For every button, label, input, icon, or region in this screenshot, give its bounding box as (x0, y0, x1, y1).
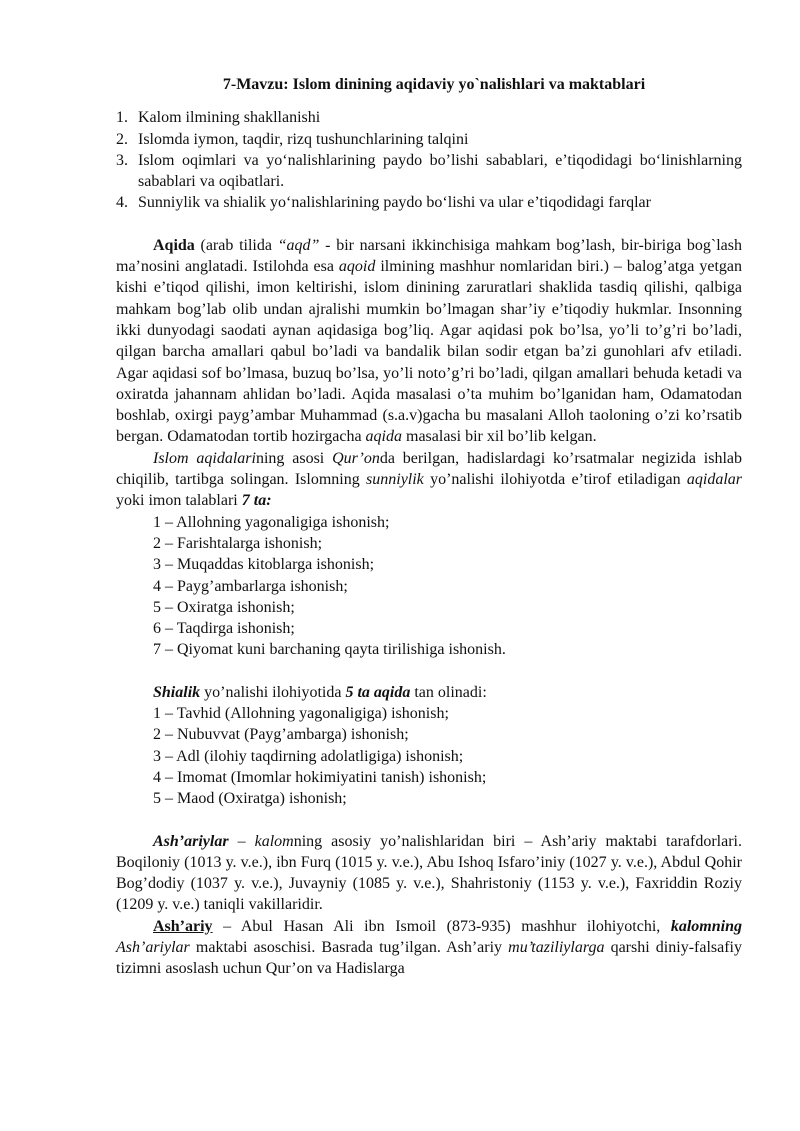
aqoid-term: aqoid (338, 258, 376, 276)
shialik-intro (116, 682, 742, 703)
topic-number: 4. (116, 194, 128, 212)
text-run: masalasi bir xil bo’lib kelgan. (402, 428, 597, 446)
topic-number: 3. (116, 151, 128, 169)
text-run: ning asosi (255, 449, 333, 467)
topic-number: 1. (116, 109, 128, 127)
list-item: 5 – Oxiratga ishonish; (153, 598, 295, 616)
islom-aqidalari-paragraph (116, 448, 742, 512)
text-run: – Abul Hasan Ali ibn Ismoil (873-935) mashhur ilohiyotchi, (212, 917, 671, 935)
list-item: 2 – Farishtalarga ishonish; (153, 534, 323, 552)
topic-text: Islom oqimlari va yo‘nalishlarining paydo bo’lishi sabablari, e’tiqodidagi bo‘linishlarning sabablari va oqibatlari. (138, 151, 742, 191)
topic-item (116, 129, 742, 150)
spacer (116, 661, 742, 682)
aqd-quote: “aqd” (277, 236, 320, 254)
list-item: 2 – Nubuvvat (Payg’ambarga) ishonish; (153, 726, 409, 744)
sunni-list (116, 512, 742, 661)
quron-term: Qur’on (332, 449, 380, 467)
text-run: yo’nalishi ilohiyotida (200, 683, 346, 701)
list-item: 1 – Allohning yagonaligiga ishonish; (153, 513, 390, 531)
aqida-paragraph (116, 235, 742, 448)
text-run: - bir narsani ikkinchisiga mahkam bog’lash, bir-biriga bog`lash ma’nosini anglatadi. Istilohda esa (116, 236, 742, 276)
text-run: – (228, 832, 255, 850)
text-run: ning asosiy yo’nalishlaridan biri – Ash’ariy maktabi tarafdorlari. Boqiloniy (1013 y. v.e.), ibn Furq (1015 y. v.e.), Abu Ishoq Isfaro’iniy (1027 y. v.e.), Abdul Qohir Bog’dodiy (1037 y. v.e.), Juvayniy (1085 y. v.e.), Shahristoniy (1153 y. v.e.), Faxriddin Roziy (1209 y. v.e.) taniqli vakillaridir. (116, 832, 743, 914)
topic-text: Kalom ilmining shakllanishi (138, 109, 321, 127)
topic-item (116, 192, 742, 213)
spacer (116, 810, 742, 831)
text-run: ilmining mashhur nomlaridan biri.) – balog’atga yetgan kishi e’tiqod qilishi, imon keltirishi, islom dinining zaruratlari shaklida tasdiq qilishi, qalbiga mahkam bog’lab olib undan ajralishi mumkin bo’lmagan shar’iy e’tiqodiy hukmlar. Insonning ikki dunyodagi saodati aynan aqidasiga bog’liq. Agar aqidasi pok bo’lsa, yo’li to’g’ri bo’ladi, qilgan barcha amallari qabul bo’ladi va bandalik bilan sodir etgan ba’zi gunohlari afv etiladi. Agar aqidasi sof bo’lmasa, buzuq bo’lsa, yo’li noto’g’ri bo’ladi, qilgan amallari behuda ketadi va oxiratda jahannam ahlidan bo’ladi. Aqida masalasi o’ta muhim bo’lganidan ham, Odamatodan boshlab, oxirgi payg’ambar Muhammad (s.a.v)gacha bu masalani Alloh taoloning o’zi ko’rsatib bergan. Odamatodan tortib hozirgacha (116, 258, 742, 446)
list-item: 1 – Tavhid (Allohning yagonaligiga) ishonish; (153, 705, 449, 723)
ashariylar-paragraph (116, 831, 742, 916)
ashariylar-italic: Ash’ariylar (116, 938, 190, 956)
topics-list (116, 107, 742, 213)
topic-number: 2. (116, 130, 128, 148)
count-emphasis: 5 ta aqida (345, 683, 411, 701)
ashariy-term: Ash’ariy (153, 917, 213, 935)
aqida-italic: aqida (365, 428, 402, 446)
page-title: 7-Mavzu: Islom dinining aqidaviy yo`nalishlari va maktablari (222, 76, 646, 93)
topic-item (116, 150, 742, 193)
count-emphasis: 7 ta: (241, 492, 272, 510)
list-item: 5 – Maod (Oxiratga) ishonish; (153, 790, 347, 808)
ashariy-paragraph (116, 916, 742, 980)
text-run: maktabi asoschisi. Basrada tug’ilgan. Ash’ariy (189, 938, 509, 956)
text-run: da berilgan, hadislardagi ko’rsatmalar negizida ishlab chiqilib, tartibga solingan. Islomning (116, 449, 743, 489)
topic-item (116, 107, 742, 128)
shialik-term: Shialik (153, 683, 201, 701)
list-item: 6 – Taqdirga ishonish; (153, 620, 295, 638)
text-run: qarshi diniy-falsafiy tizimni asoslash uchun Qur’on va Hadislarga (116, 938, 742, 978)
mutaziliylar-term: mu’taziliylarga (508, 938, 605, 956)
aqida-term: Aqida (153, 236, 195, 254)
text-run: yo’nalishi ilohiyotda e’tirof etiladigan (423, 471, 687, 489)
islom-aqidalari-term: Islom aqidalari (153, 449, 256, 467)
text-run: tan olinadi: (410, 683, 487, 701)
topic-text: Sunniylik va shialik yo‘nalishlarining paydo bo‘lishi va ular e’tiqodidagi farqlar (138, 194, 651, 212)
kalomning-term: kalomning (670, 917, 742, 935)
aqidalar-term: aqidalar (686, 471, 742, 489)
ashariylar-term: Ash’ariylar (153, 832, 229, 850)
text-run: yoki imon talablari (116, 492, 242, 510)
list-item: 3 – Adl (ilohiy taqdirning adolatligiga) ishonish; (153, 747, 464, 765)
shia-list (116, 703, 742, 809)
sunniylik-term: sunniylik (366, 471, 424, 489)
text-run: (arab tilida (194, 236, 278, 254)
list-item: 4 – Payg’ambarlarga ishonish; (153, 577, 348, 595)
list-item: 7 – Qiyomat kuni barchaning qayta tirilishiga ishonish. (153, 641, 506, 659)
list-item: 4 – Imomat (Imomlar hokimiyatini tanish) ishonish; (153, 768, 487, 786)
kalom-term: kalom (254, 832, 294, 850)
list-item: 3 – Muqaddas kitoblarga ishonish; (153, 556, 375, 574)
topic-text: Islomda iymon, taqdir, rizq tushunchlarining talqini (138, 130, 469, 148)
